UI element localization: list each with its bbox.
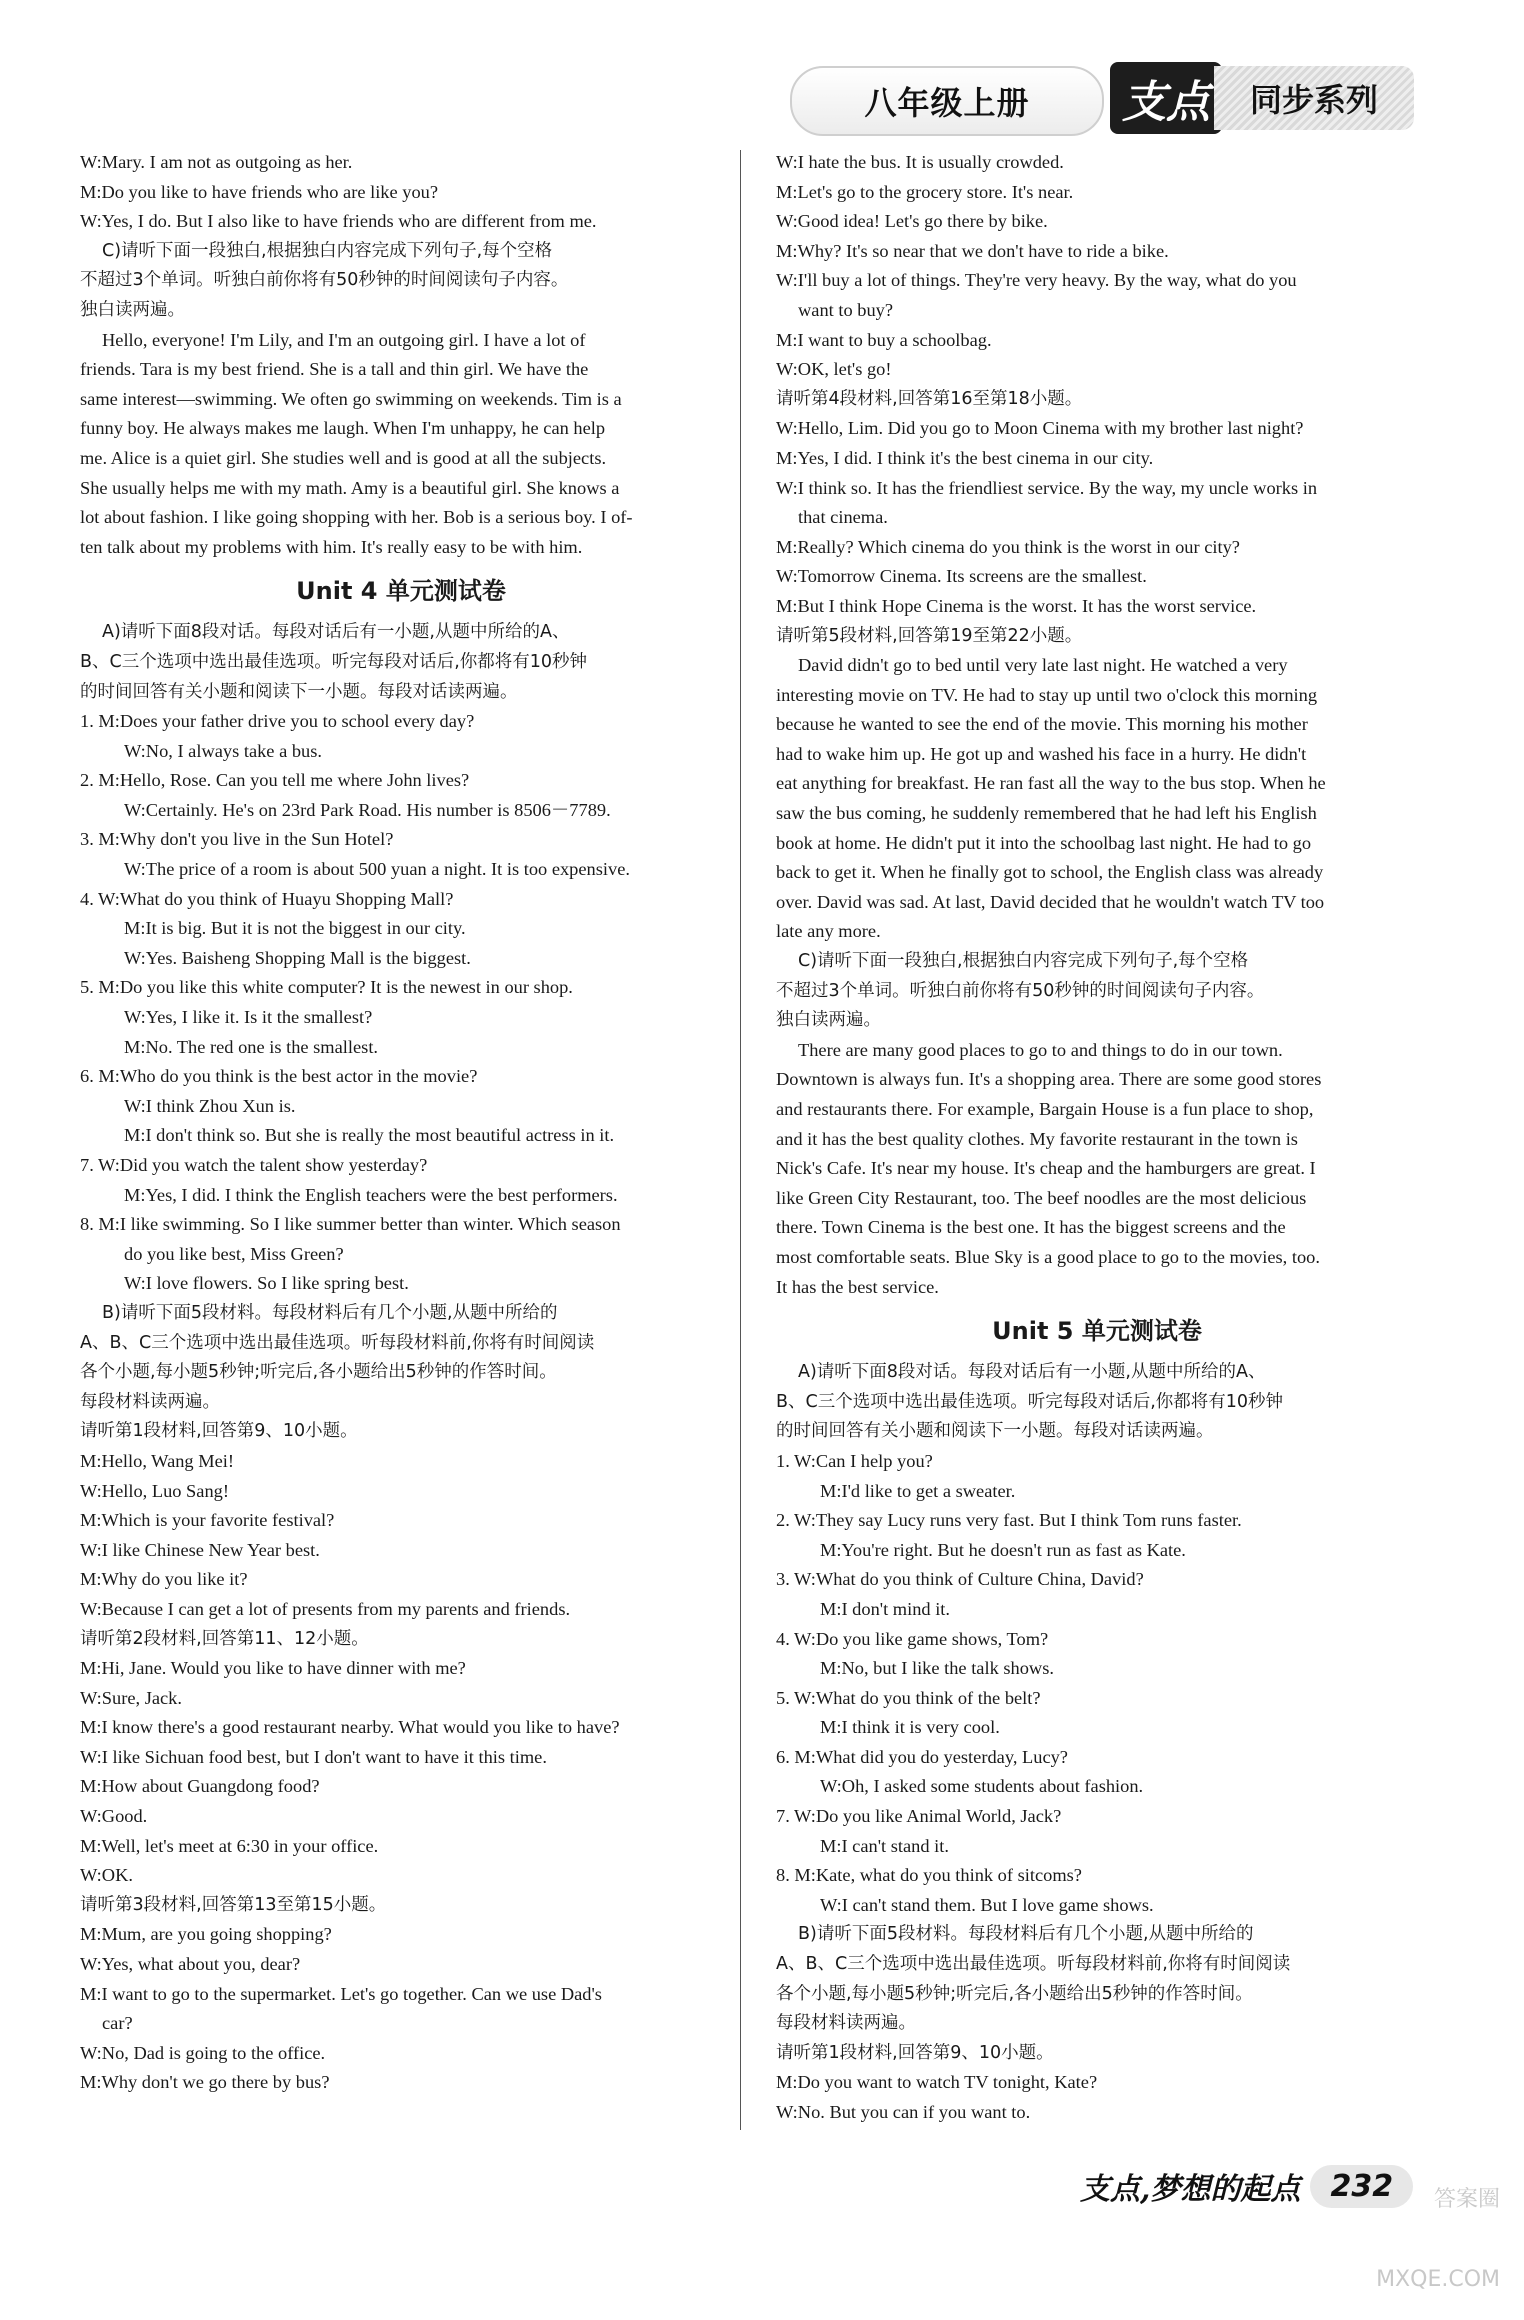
text-line: same interest—swimming. We often go swimming on weekends. Tim is a xyxy=(80,388,622,409)
text-line: C)请听下面一段独白,根据独白内容完成下列句子,每个空格 xyxy=(798,951,1249,972)
text-line: 3. M:Why don't you live in the Sun Hotel? xyxy=(80,829,394,850)
text-line: W:OK. xyxy=(80,1865,133,1886)
text-line: 各个小题,每小题5秒钟;听完后,各小题给出5秒钟的作答时间。 xyxy=(776,1983,1253,2004)
text-line: M:No, but I like the talk shows. xyxy=(820,1658,1054,1679)
text-line: M:I don't think so. But she is really the most beautiful actress in it. xyxy=(124,1125,615,1146)
text-line: W:OK, let's go! xyxy=(776,359,892,380)
text-line: W:Certainly. He's on 23rd Park Road. His number is 8506－7789. xyxy=(124,799,611,820)
text-line: W:Yes, I like it. Is it the smallest? xyxy=(124,1007,373,1028)
text-line: 7. W:Did you watch the talent show yesterday? xyxy=(80,1155,428,1175)
text-line: Downtown is always fun. It's a shopping area. There are some good stores xyxy=(776,1069,1322,1090)
text-line: M:Yes, I did. I think the English teachers were the best performers. xyxy=(124,1184,618,1205)
text-line: W:I like Sichuan food best, but I don't want to have it this time. xyxy=(80,1746,547,1767)
text-line: 8. M:I like swimming. So I like summer better than winter. Which season xyxy=(80,1214,621,1235)
text-line: W:Mary. I am not as outgoing as her. xyxy=(80,152,353,172)
text-line: M:Hello, Wang Mei! xyxy=(80,1450,234,1471)
text-line: 6. M:Who do you think is the best actor in the movie? xyxy=(80,1066,478,1087)
text-line: funny boy. He always makes me laugh. When I'm unhappy, he can help xyxy=(80,418,606,439)
text-line: W:No, Dad is going to the office. xyxy=(80,2042,326,2063)
text-line: M:Well, let's meet at 6:30 in your office. xyxy=(80,1835,379,1856)
text-line: 不超过3个单词。听独白前你将有50秒钟的时间阅读句子内容。 xyxy=(80,270,569,291)
text-line: She usually helps me with my math. Amy is a beautiful girl. She knows a xyxy=(80,477,620,498)
text-line: 请听第1段材料,回答第9、10小题。 xyxy=(80,1421,358,1442)
text-line: 独白读两遍。 xyxy=(80,299,185,320)
text-line: M:It is big. But it is not the biggest in our city. xyxy=(124,918,466,939)
text-line: There are many good places to go to and things to do in our town. xyxy=(798,1039,1283,1060)
text-line: M:I can't stand it. xyxy=(820,1835,949,1856)
text-line: like Green City Restaurant, too. The beef noodles are the most delicious xyxy=(776,1187,1307,1208)
text-line: 每段材料读两遍。 xyxy=(80,1391,220,1412)
brand-logo: 支点 xyxy=(1110,62,1222,134)
text-line: 不超过3个单词。听独白前你将有50秒钟的时间阅读句子内容。 xyxy=(776,980,1265,1001)
text-line: Nick's Cafe. It's near my house. It's cheap and the hamburgers are great. I xyxy=(776,1158,1316,1179)
text-line: W:Tomorrow Cinema. Its screens are the smallest. xyxy=(776,566,1147,587)
text-line: M:But I think Hope Cinema is the worst. It has the worst service. xyxy=(776,595,1257,616)
text-line: C)请听下面一段独白,根据独白内容完成下列句子,每个空格 xyxy=(102,240,553,261)
text-line: W:Yes, I do. But I also like to have friends who are different from me. xyxy=(80,211,597,232)
text-line: book at home. He didn't put it into the schoolbag last night. He had to go xyxy=(776,832,1312,853)
text-line: W:I love flowers. So I like spring best. xyxy=(124,1273,409,1294)
text-line: W:The price of a room is about 500 yuan a night. It is too expensive. xyxy=(124,859,630,880)
text-line: W:Hello, Luo Sang! xyxy=(80,1480,229,1501)
text-line: because he wanted to see the end of the movie. This morning his mother xyxy=(776,714,1308,735)
text-line: friends. Tara is my best friend. She is a tall and thin girl. We have the xyxy=(80,359,589,380)
text-line: W:I think Zhou Xun is. xyxy=(124,1095,296,1116)
unit-heading: Unit 4 单元测试卷 xyxy=(296,577,506,606)
text-line: over. David was sad. At last, David decided that he wouldn't watch TV too xyxy=(776,891,1325,912)
text-line: M:Do you like to have friends who are like you? xyxy=(80,181,439,202)
page-header xyxy=(0,0,1524,150)
text-line: 请听第1段材料,回答第9、10小题。 xyxy=(776,2042,1054,2063)
text-line: do you like best, Miss Green? xyxy=(124,1243,344,1264)
text-line: lot about fashion. I like going shopping with her. Bob is a serious boy. I of- xyxy=(80,507,633,528)
text-line: 独白读两遍。 xyxy=(776,1010,881,1031)
text-line: eat anything for breakfast. He ran fast all the way to the bus stop. When he xyxy=(776,773,1326,794)
text-line: M:How about Guangdong food? xyxy=(80,1776,320,1797)
unit-heading: Unit 5 单元测试卷 xyxy=(992,1317,1202,1346)
grade-label: 八年级上册 xyxy=(790,66,1104,136)
right-column xyxy=(776,148,1418,2128)
text-line: me. Alice is a quiet girl. She studies well and is good at all the subjects. xyxy=(80,447,607,468)
text-line: M:Yes, I did. I think it's the best cinema in our city. xyxy=(776,447,1154,468)
text-line: David didn't go to bed until very late last night. He watched a very xyxy=(798,655,1288,676)
text-line: 2. W:They say Lucy runs very fast. But I think Tom runs faster. xyxy=(776,1510,1242,1531)
column-divider xyxy=(740,150,741,2130)
text-line: B、C三个选项中选出最佳选项。听完每段对话后,你都将有10秒钟 xyxy=(776,1391,1284,1412)
text-line: car? xyxy=(102,2013,133,2034)
text-line: 请听第5段材料,回答第19至第22小题。 xyxy=(776,625,1083,646)
text-line: W:I hate the bus. It is usually crowded. xyxy=(776,152,1064,172)
text-line: and restaurants there. For example, Bargain House is a fun place to shop, xyxy=(776,1099,1314,1119)
text-line: 6. M:What did you do yesterday, Lucy? xyxy=(776,1746,1068,1767)
text-line: It has the best service. xyxy=(776,1276,939,1297)
text-line: W:Sure, Jack. xyxy=(80,1687,182,1708)
text-line: M:I know there's a good restaurant nearby. What would you like to have? xyxy=(80,1717,620,1738)
text-line: 1. W:Can I help you? xyxy=(776,1450,933,1471)
text-line: 各个小题,每小题5秒钟;听完后,各小题给出5秒钟的作答时间。 xyxy=(80,1362,557,1383)
text-line: A、B、C三个选项中选出最佳选项。听每段材料前,你将有时间阅读 xyxy=(776,1954,1291,1975)
text-line: had to wake him up. He got up and washed his face in a hurry. He didn't xyxy=(776,743,1307,764)
text-line: W:Because I can get a lot of presents from my parents and friends. xyxy=(80,1598,571,1619)
text-line: B、C三个选项中选出最佳选项。听完每段对话后,你都将有10秒钟 xyxy=(80,651,588,672)
text-line: M:I think it is very cool. xyxy=(820,1717,1000,1738)
text-line: W:Oh, I asked some students about fashion. xyxy=(820,1776,1144,1797)
series-label: 同步系列 xyxy=(1214,66,1414,130)
text-line: 的时间回答有关小题和阅读下一小题。每段对话读两遍。 xyxy=(80,681,518,702)
text-line: M:No. The red one is the smallest. xyxy=(124,1036,379,1057)
text-line: 每段材料读两遍。 xyxy=(776,2013,916,2034)
text-line: that cinema. xyxy=(798,507,888,528)
text-line: ten talk about my problems with him. It's really easy to be with him. xyxy=(80,536,583,557)
text-line: 请听第2段材料,回答第11、12小题。 xyxy=(80,1628,369,1649)
page-number: 232 xyxy=(1310,2165,1413,2208)
text-line: W:No, I always take a bus. xyxy=(124,740,322,761)
text-line: W:Yes, what about you, dear? xyxy=(80,1954,301,1975)
text-line: interesting movie on TV. He had to stay up until two o'clock this morning xyxy=(776,684,1318,705)
text-line: 4. W:What do you think of Huayu Shopping Mall? xyxy=(80,888,454,909)
text-line: M:Mum, are you going shopping? xyxy=(80,1924,332,1945)
text-line: B)请听下面5段材料。每段材料后有几个小题,从题中所给的 xyxy=(102,1302,558,1323)
text-line: M:You're right. But he doesn't run as fast as Kate. xyxy=(820,1539,1186,1560)
footer-slogan: 支点,梦想的起点 xyxy=(1080,2172,1301,2207)
text-line: saw the bus coming, he suddenly remembered that he had left his English xyxy=(776,803,1317,824)
text-line: want to buy? xyxy=(798,299,893,320)
text-line: 1. M:Does your father drive you to school every day? xyxy=(80,711,475,732)
text-line: W:No. But you can if you want to. xyxy=(776,2102,1031,2122)
left-column xyxy=(80,148,722,2098)
text-line: M:Hi, Jane. Would you like to have dinner with me? xyxy=(80,1658,466,1679)
text-line: 4. W:Do you like game shows, Tom? xyxy=(776,1628,1049,1649)
text-line: M:Why? It's so near that we don't have to ride a bike. xyxy=(776,240,1169,261)
text-line: 8. M:Kate, what do you think of sitcoms? xyxy=(776,1865,1082,1886)
text-line: and it has the best quality clothes. My favorite restaurant in the town is xyxy=(776,1128,1298,1149)
text-line: 5. M:Do you like this white computer? It is the newest in our shop. xyxy=(80,977,573,998)
text-line: W:I like Chinese New Year best. xyxy=(80,1539,320,1560)
text-line: W:Good. xyxy=(80,1806,148,1827)
text-line: late any more. xyxy=(776,921,881,942)
text-line: A)请听下面8段对话。每段对话后有一小题,从题中所给的A、 xyxy=(798,1362,1266,1383)
text-line: 2. M:Hello, Rose. Can you tell me where John lives? xyxy=(80,770,470,791)
text-line: W:Good idea! Let's go there by bike. xyxy=(776,211,1048,232)
text-line: 请听第3段材料,回答第13至第15小题。 xyxy=(80,1894,387,1915)
text-line: M:I'd like to get a sweater. xyxy=(820,1480,1016,1501)
text-line: 5. W:What do you think of the belt? xyxy=(776,1687,1041,1708)
text-line: M:Really? Which cinema do you think is the worst in our city? xyxy=(776,536,1240,557)
text-line: M:Why do you like it? xyxy=(80,1569,248,1590)
text-line: W:I'll buy a lot of things. They're very heavy. By the way, what do you xyxy=(776,270,1297,291)
text-line: 的时间回答有关小题和阅读下一小题。每段对话读两遍。 xyxy=(776,1421,1214,1442)
text-line: W:Hello, Lim. Did you go to Moon Cinema with my brother last night? xyxy=(776,418,1304,439)
text-line: M:I don't mind it. xyxy=(820,1598,951,1619)
text-line: 3. W:What do you think of Culture China, David? xyxy=(776,1569,1144,1590)
text-line: W:I can't stand them. But I love game shows. xyxy=(820,1894,1154,1915)
text-line: M:Why don't we go there by bus? xyxy=(80,2072,330,2093)
text-line: most comfortable seats. Blue Sky is a good place to go to the movies, too. xyxy=(776,1246,1320,1267)
text-line: 7. W:Do you like Animal World, Jack? xyxy=(776,1806,1062,1827)
text-line: Hello, everyone! I'm Lily, and I'm an outgoing girl. I have a lot of xyxy=(102,329,586,350)
text-line: A、B、C三个选项中选出最佳选项。听每段材料前,你将有时间阅读 xyxy=(80,1332,595,1353)
text-line: M:Do you want to watch TV tonight, Kate? xyxy=(776,2072,1098,2093)
text-line: W:Yes. Baisheng Shopping Mall is the biggest. xyxy=(124,947,471,968)
text-line: there. Town Cinema is the best one. It has the biggest screens and the xyxy=(776,1217,1286,1238)
text-line: M:Which is your favorite festival? xyxy=(80,1510,335,1531)
text-line: M:I want to buy a schoolbag. xyxy=(776,329,992,350)
text-line: M:Let's go to the grocery store. It's near. xyxy=(776,181,1074,202)
text-line: B)请听下面5段材料。每段材料后有几个小题,从题中所给的 xyxy=(798,1924,1254,1945)
text-line: 请听第4段材料,回答第16至第18小题。 xyxy=(776,388,1083,409)
watermark: 答案圈 MXQE.COM xyxy=(1376,2187,1500,2292)
text-line: A)请听下面8段对话。每段对话后有一小题,从题中所给的A、 xyxy=(102,622,570,643)
text-line: M:I want to go to the supermarket. Let's go together. Can we use Dad's xyxy=(80,1983,602,2004)
text-line: back to get it. When he finally got to school, the English class was already xyxy=(776,862,1324,883)
text-line: W:I think so. It has the friendliest service. By the way, my uncle works in xyxy=(776,477,1318,498)
